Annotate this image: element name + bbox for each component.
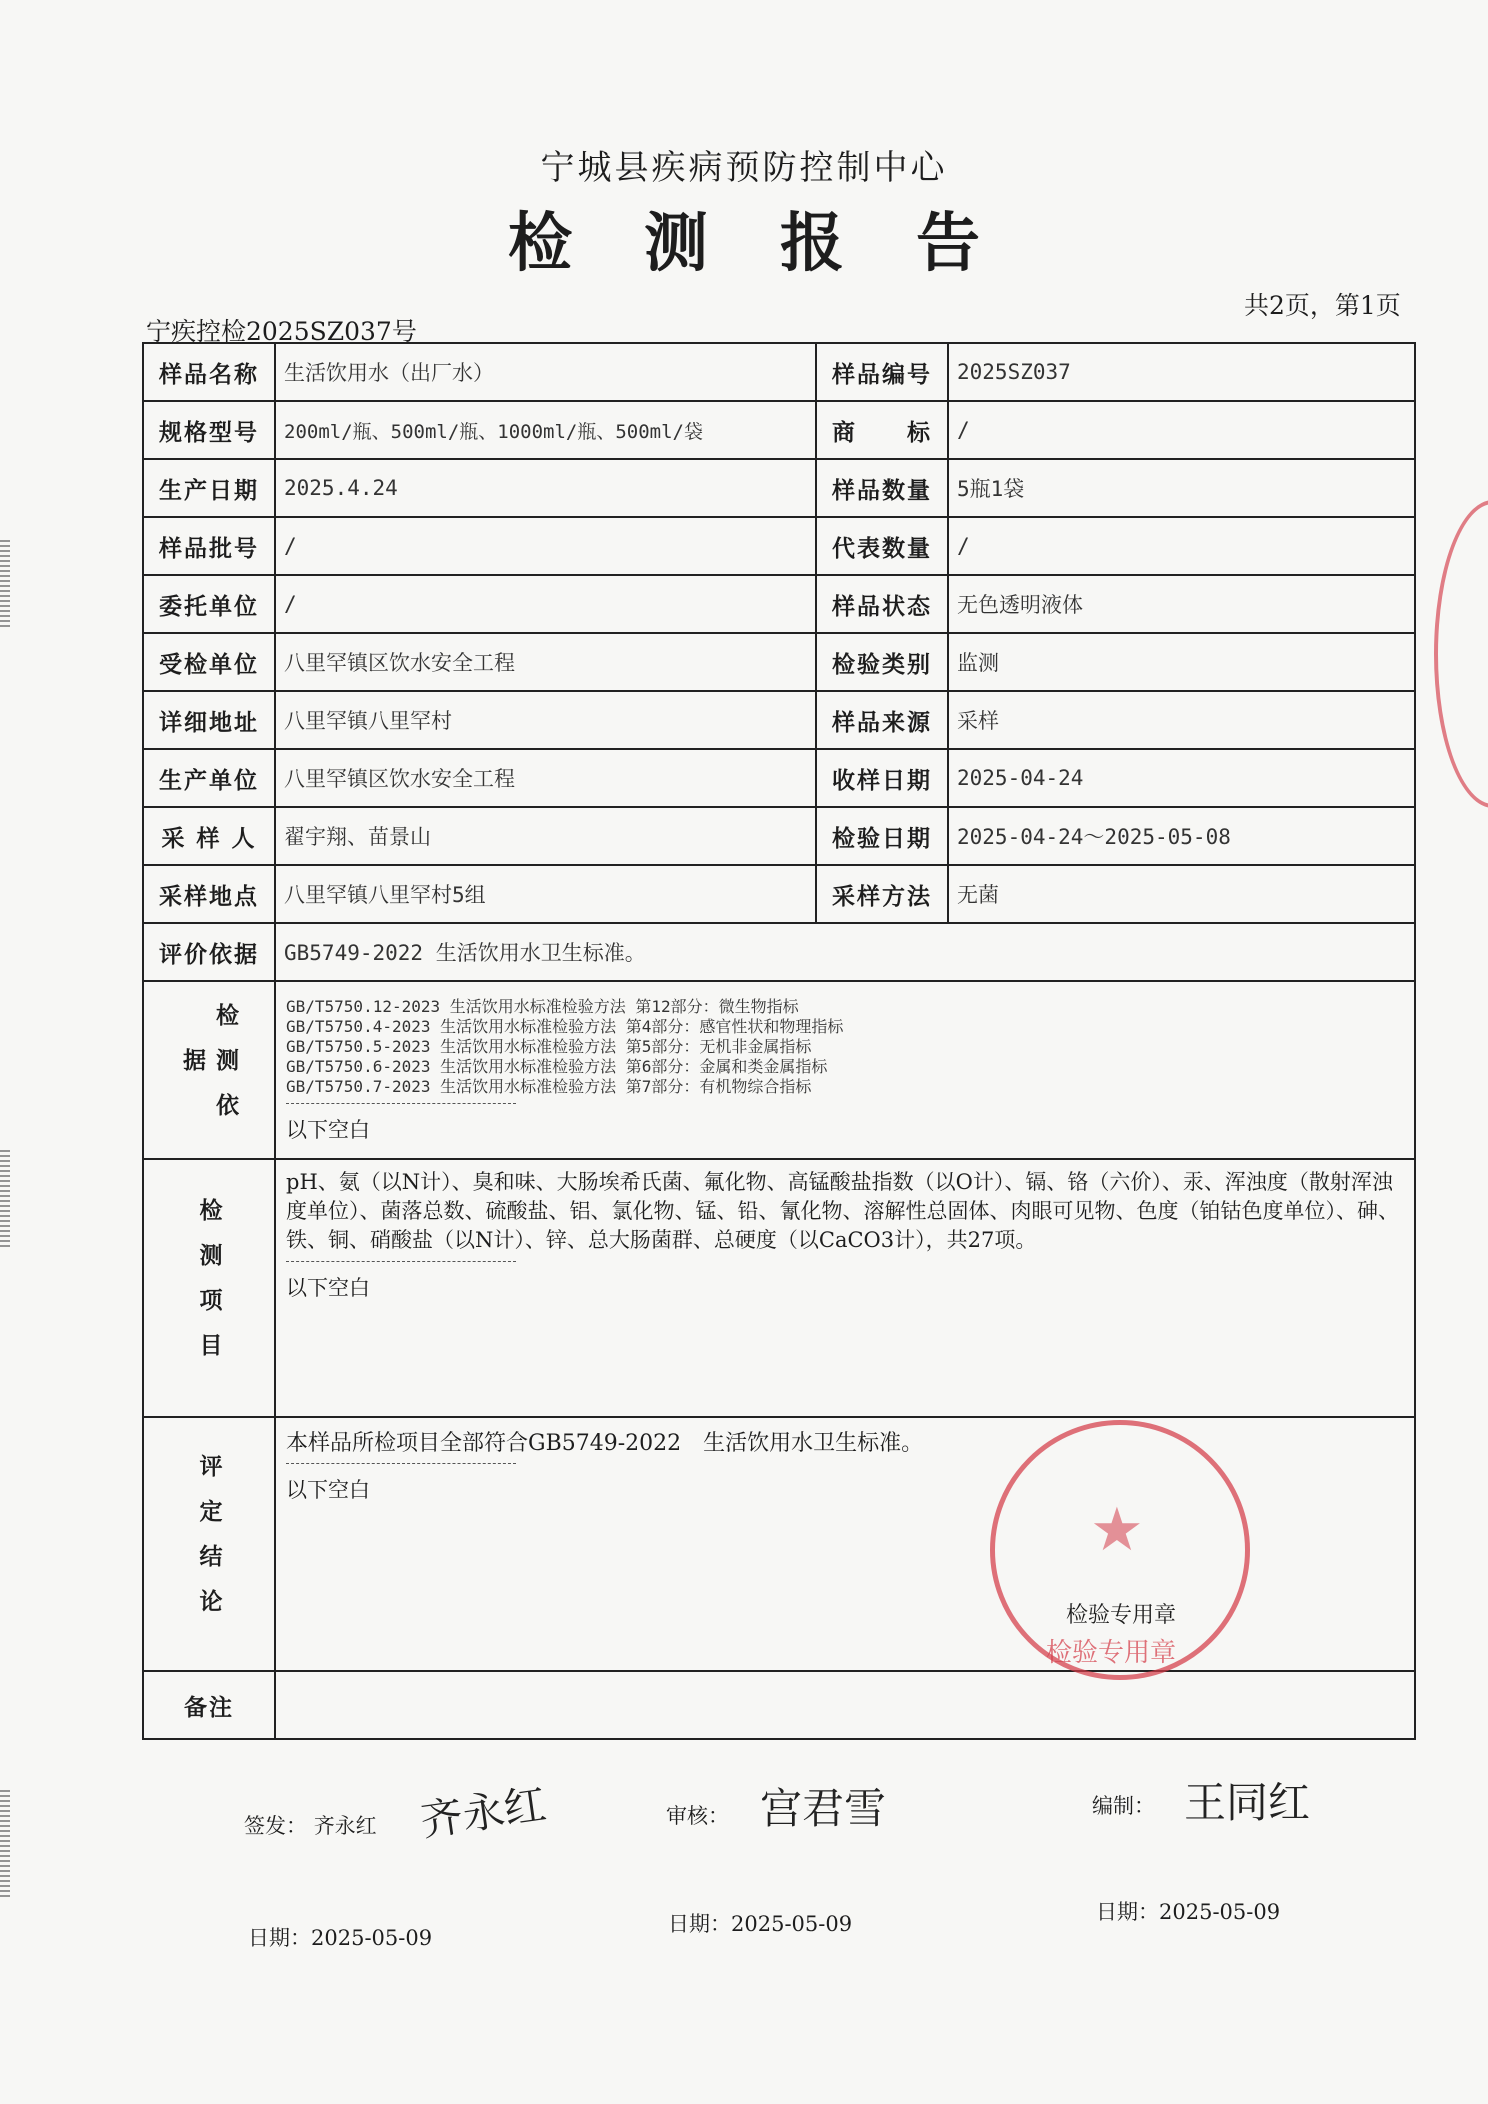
producer-label: 生产单位 bbox=[143, 749, 275, 807]
issuer-label: 签发： bbox=[244, 1814, 307, 1838]
producer-value: 八里罕镇区饮水安全工程 bbox=[275, 749, 816, 807]
items-text: pH、氨（以N计）、臭和味、大肠埃希氏菌、氟化物、高锰酸盐指数（以O计）、镉、铬（六价）、汞、浑浊度（散射浑浊度单位）、菌落总数、硫酸盐、铝、氯化物、锰、铅、氰化物、溶解性总固体、肉眼可见物、色度（铂钴色度单位）、砷、铁、铜、硝酸盐（以N计）、锌、总大肠菌群、总硬度（以CaCO3计），共27项。 bbox=[286, 1170, 1399, 1252]
rep-qty-label: 代表数量 bbox=[816, 517, 948, 575]
issuer-signature: 齐永红 bbox=[417, 1779, 550, 1846]
recv-date-label: 收样日期 bbox=[816, 749, 948, 807]
standard-line: GB/T5750.12-2023 生活饮用水标准检验方法 第12部分：微生物指标 bbox=[286, 996, 799, 1016]
table-row bbox=[143, 459, 1415, 517]
items-label: 检测项目 bbox=[143, 1159, 275, 1417]
org-name: 宁城县疾病预防控制中心 bbox=[540, 148, 948, 188]
scan-edge-mark bbox=[0, 1790, 10, 1900]
sample-name-value: 生活饮用水（出厂水） bbox=[275, 343, 816, 401]
blank-note: 以下空白 bbox=[286, 1478, 370, 1502]
batch-value: / bbox=[275, 517, 816, 575]
divider bbox=[286, 1103, 516, 1104]
scan-edge-mark bbox=[0, 1150, 10, 1250]
table-row bbox=[143, 1159, 1415, 1417]
client-label: 委托单位 bbox=[143, 575, 275, 633]
reviewer-label: 审核： bbox=[666, 1804, 729, 1828]
test-type-label: 检验类别 bbox=[816, 633, 948, 691]
table-row bbox=[143, 749, 1415, 807]
test-type-value: 监测 bbox=[948, 633, 1415, 691]
conclusion-text: 本样品所检项目全部符合GB5749-2022 生活饮用水卫生标准。 bbox=[286, 1431, 924, 1456]
sample-id-label: 样品编号 bbox=[816, 343, 948, 401]
inspected-unit-value: 八里罕镇区饮水安全工程 bbox=[275, 633, 816, 691]
table-row bbox=[143, 691, 1415, 749]
spec-value: 200ml/瓶、500ml/瓶、1000ml/瓶、500ml/袋 bbox=[275, 401, 816, 459]
source-label: 样品来源 bbox=[816, 691, 948, 749]
state-value: 无色透明液体 bbox=[948, 575, 1415, 633]
standard-line: GB/T5750.6-2023 生活饮用水标准检验方法 第6部分：金属和类金属指标 bbox=[286, 1056, 828, 1076]
sample-qty-label: 样品数量 bbox=[816, 459, 948, 517]
blank-note: 以下空白 bbox=[286, 1117, 370, 1142]
sampler-value: 翟宇翔、苗景山 bbox=[275, 807, 816, 865]
spec-label: 规格型号 bbox=[143, 401, 275, 459]
inspected-unit-label: 受检单位 bbox=[143, 633, 275, 691]
editor-label: 编制： bbox=[1092, 1794, 1155, 1818]
table-row bbox=[143, 923, 1415, 981]
site-value: 八里罕镇八里罕村5组 bbox=[275, 865, 816, 923]
address-value: 八里罕镇八里罕村 bbox=[275, 691, 816, 749]
table-row bbox=[143, 575, 1415, 633]
test-date-label: 检验日期 bbox=[816, 807, 948, 865]
site-label: 采样地点 bbox=[143, 865, 275, 923]
edge-seal bbox=[1434, 500, 1488, 808]
stamp-caption: 检验专用章 bbox=[1066, 1603, 1177, 1628]
sampler-label: 采 样 人 bbox=[143, 807, 275, 865]
method-label: 采样方法 bbox=[816, 865, 948, 923]
editor-row bbox=[1092, 1790, 1155, 1820]
table-row bbox=[143, 807, 1415, 865]
table-row bbox=[143, 1671, 1415, 1739]
page-info: 共2页，第1页 bbox=[1244, 291, 1401, 320]
table-row bbox=[143, 981, 1415, 1159]
standard-line: GB/T5750.4-2023 生活饮用水标准检验方法 第4部分：感官性状和物理指标 bbox=[286, 1016, 844, 1036]
report-number: 宁疾控检2025SZ037号 bbox=[146, 317, 417, 346]
issuer-row bbox=[244, 1810, 377, 1840]
stamp-text: 检验专用章 bbox=[1046, 1638, 1177, 1668]
reviewer-date: 日期：2025-05-09 bbox=[668, 1912, 853, 1936]
reviewer-row bbox=[666, 1800, 729, 1830]
scan-edge-mark bbox=[0, 540, 10, 630]
table-row bbox=[143, 633, 1415, 691]
editor-date: 日期：2025-05-09 bbox=[1096, 1900, 1281, 1924]
sample-name-label: 样品名称 bbox=[143, 343, 275, 401]
table-row bbox=[143, 401, 1415, 459]
divider bbox=[286, 1463, 516, 1464]
items-cell bbox=[275, 1159, 1415, 1417]
batch-label: 样品批号 bbox=[143, 517, 275, 575]
brand-value: / bbox=[948, 401, 1415, 459]
report-title: 检测报告 bbox=[508, 206, 1052, 281]
table-row bbox=[143, 517, 1415, 575]
prod-date-label: 生产日期 bbox=[143, 459, 275, 517]
standard-line: GB/T5750.7-2023 生活饮用水标准检验方法 第7部分：有机物综合指标 bbox=[286, 1076, 812, 1096]
reviewer-signature: 宫君雪 bbox=[760, 1784, 887, 1833]
conclusion-label: 评定结论 bbox=[143, 1417, 275, 1671]
method-value: 无菌 bbox=[948, 865, 1415, 923]
sample-qty-value: 5瓶1袋 bbox=[948, 459, 1415, 517]
remarks-value bbox=[275, 1671, 1415, 1739]
remarks-label: 备注 bbox=[143, 1671, 275, 1739]
table-row bbox=[143, 865, 1415, 923]
editor-signature: 王同红 bbox=[1184, 1778, 1311, 1827]
standards-cell bbox=[275, 981, 1415, 1159]
table-row bbox=[143, 343, 1415, 401]
basis-value: GB5749-2022 生活饮用水卫生标准。 bbox=[275, 923, 1415, 981]
issuer-name: 齐永红 bbox=[313, 1814, 377, 1838]
standards-label: 检测依据 bbox=[143, 981, 275, 1159]
brand-label: 商 标 bbox=[816, 401, 948, 459]
recv-date-value: 2025-04-24 bbox=[948, 749, 1415, 807]
basis-label: 评价依据 bbox=[143, 923, 275, 981]
address-label: 详细地址 bbox=[143, 691, 275, 749]
issuer-date: 日期：2025-05-09 bbox=[248, 1926, 433, 1950]
blank-note: 以下空白 bbox=[286, 1276, 370, 1300]
test-date-value: 2025-04-24～2025-05-08 bbox=[948, 807, 1415, 865]
source-value: 采样 bbox=[948, 691, 1415, 749]
state-label: 样品状态 bbox=[816, 575, 948, 633]
rep-qty-value: / bbox=[948, 517, 1415, 575]
sample-id-value: 2025SZ037 bbox=[948, 343, 1415, 401]
standard-line: GB/T5750.5-2023 生活饮用水标准检验方法 第5部分：无机非金属指标 bbox=[286, 1036, 812, 1056]
prod-date-value: 2025.4.24 bbox=[275, 459, 816, 517]
client-value: / bbox=[275, 575, 816, 633]
divider bbox=[286, 1261, 516, 1262]
